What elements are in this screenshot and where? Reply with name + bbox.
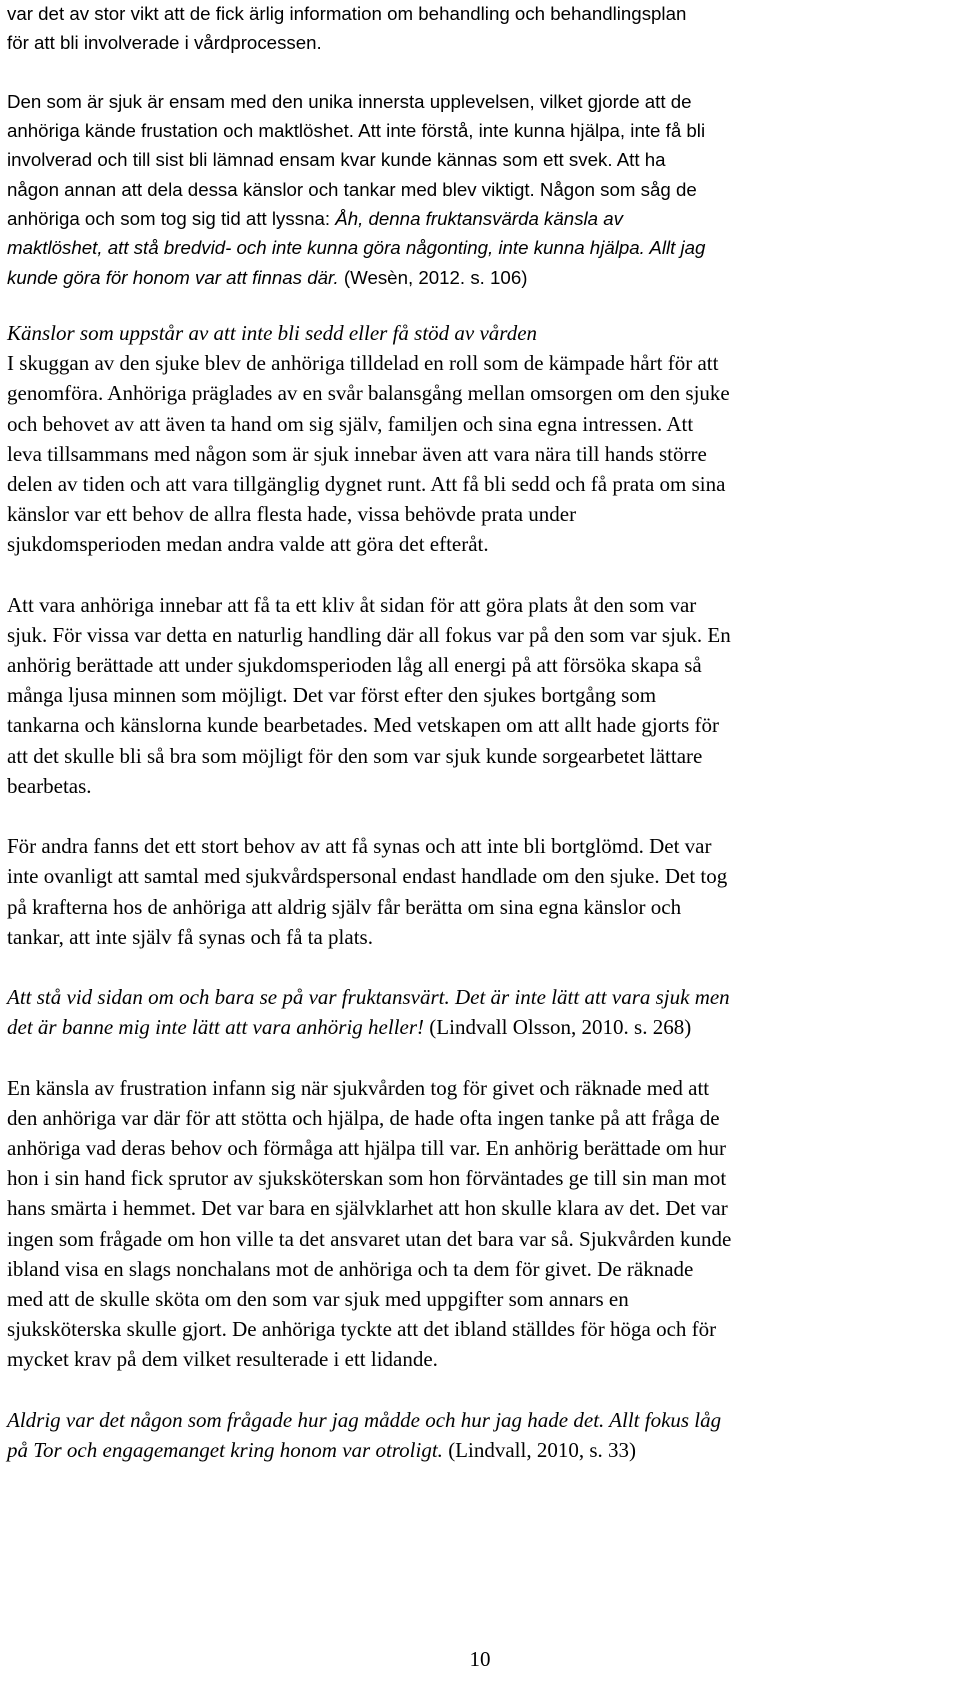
text-run: och behovet av att även ta hand om sig själv, familjen och sina egna intressen. Att xyxy=(7,411,694,436)
text-line xyxy=(7,175,955,204)
text-run: sjukdomsperioden medan andra valde att göra det efteråt. xyxy=(7,532,489,557)
text-run: för att bli involverade i vårdprocessen. xyxy=(7,32,322,54)
text-line xyxy=(7,1344,955,1374)
italic-text: Aldrig var det någon som frågade hur jag mådde och hur jag hade det. Allt fokus låg xyxy=(7,1407,722,1432)
text-line xyxy=(7,263,955,292)
opening-paragraphs xyxy=(7,0,955,292)
text-run: med att de skulle sköta om den som var sjuk med uppgifter som annars en xyxy=(7,1287,629,1311)
text-run: I skuggan av den sjuke blev de anhöriga tilldelad en roll som de kämpade hårt för att xyxy=(7,351,719,376)
italic-text: kunde göra för honom var att finnas där. xyxy=(7,266,339,288)
text-run: anhöriga vad deras behov och förmåga att hjälpa till var. En anhörig berättade om hur xyxy=(7,1136,726,1161)
blank-line xyxy=(7,1375,955,1405)
text-line xyxy=(7,116,955,145)
text-run: mycket krav på dem vilket resulterade i ett lidande. xyxy=(7,1347,438,1372)
text-line xyxy=(7,87,955,116)
text-run: tankarna och känslorna kunde bearbetades. Med vetskapen om att allt hade gjorts för xyxy=(7,713,720,738)
text-run: var det av stor vikt att de fick ärlig information om behandling och behandlingsplan xyxy=(7,3,687,24)
text-run: (Wesèn, 2012. s. 106) xyxy=(338,266,528,288)
text-line xyxy=(7,982,955,1012)
text-line xyxy=(7,1435,955,1465)
text-line xyxy=(7,1254,955,1284)
text-line xyxy=(7,1193,955,1223)
text-line xyxy=(7,650,955,680)
italic-text: Känslor som uppstår av att inte bli sedd eller få stöd av vården xyxy=(7,321,538,345)
text-line xyxy=(7,233,955,262)
text-line xyxy=(7,892,955,922)
text-line xyxy=(7,1133,955,1163)
text-line xyxy=(7,922,955,952)
text-line xyxy=(7,1012,955,1042)
text-run: För andra fanns det ett stort behov av att få synas och att inte bli bortglömd. Det var xyxy=(7,834,712,859)
text-run: genomföra. Anhöriga präglades av en svår balansgång mellan omsorgen om den sjuke xyxy=(7,381,730,406)
blank-line xyxy=(7,1043,955,1073)
text-run: involverad och till sist bli lämnad ensam kvar kunde kännas som ett svek. Att ha xyxy=(7,149,666,171)
text-run: En känsla av frustration infann sig när sjukvården tog för givet och räknade med att xyxy=(7,1075,710,1100)
text-line xyxy=(7,1314,955,1344)
text-line xyxy=(7,378,955,408)
text-run: hon i sin hand fick sprutor av sjuksköterskan som hon förväntades ge till sin man mot xyxy=(7,1166,727,1191)
text-line xyxy=(7,348,955,378)
text-line xyxy=(7,529,955,559)
text-line xyxy=(7,145,955,174)
blank-line xyxy=(7,952,955,982)
text-run: anhöriga kände frustation och maktlöshet. Att inte förstå, inte kunna hjälpa, inte få bli xyxy=(7,120,706,142)
italic-text: maktlöshet, att stå bredvid- och inte kunna göra någonting, inte kunna hjälpa. Allt jag xyxy=(7,237,706,259)
text-line xyxy=(7,409,955,439)
italic-text: det är banne mig inte lätt att vara anhörig heller! xyxy=(7,1015,425,1040)
text-line xyxy=(7,204,955,233)
text-run: tankar, att inte själv få synas och få ta plats. xyxy=(7,924,373,949)
text-run: känslor var ett behov de allra flesta hade, vissa behövde prata under xyxy=(7,502,577,527)
text-run: anhörig berättade att under sjukdomsperioden låg all energi på att försöka skapa så xyxy=(7,653,702,678)
text-line xyxy=(7,590,955,620)
text-run: ibland visa en slags nonchalans mot de anhöriga och ta dem för givet. De räknade xyxy=(7,1256,694,1281)
text-line xyxy=(7,1224,955,1254)
text-run: delen av tiden och att vara tillgänglig dygnet runt. Att få bli sedd och få prata om sina xyxy=(7,471,726,496)
text-run: att det skulle bli så bra som möjligt för den som var sjuk kunde sorgearbetet lättare xyxy=(7,743,703,768)
italic-text: Att stå vid sidan om och bara se på var fruktansvärt. Det är inte lätt att vara sjuk men xyxy=(7,985,730,1010)
text-line xyxy=(7,1073,955,1103)
text-run: inte ovanligt att samtal med sjukvårdspersonal endast handlade om den sjuke. Det tog xyxy=(7,864,728,889)
text-line xyxy=(7,710,955,740)
text-run: många ljusa minnen som möjligt. Det var först efter den sjukes bortgång som xyxy=(7,683,657,708)
text-line xyxy=(7,831,955,861)
text-line xyxy=(7,0,955,28)
text-line xyxy=(7,620,955,650)
text-line xyxy=(7,439,955,469)
text-line xyxy=(7,499,955,529)
text-line xyxy=(7,1405,955,1435)
text-run: hans smärta i hemmet. Det var bara en självklarhet att hon skulle klara av det. Det var xyxy=(7,1196,728,1221)
text-line xyxy=(7,28,955,57)
text-run: (Lindvall Olsson, 2010. s. 268) xyxy=(424,1015,692,1040)
text-run: Den som är sjuk är ensam med den unika innersta upplevelsen, vilket gjorde att de xyxy=(7,90,692,112)
blank-line xyxy=(7,560,955,590)
text-line xyxy=(7,469,955,499)
text-run: sjuk. För vissa var detta en naturlig handling där all fokus var på den som var sjuk. En xyxy=(7,622,731,647)
text-line xyxy=(7,318,955,348)
text-run: (Lindvall, 2010, s. 33) xyxy=(442,1437,636,1462)
text-line xyxy=(7,771,955,801)
text-line xyxy=(7,680,955,710)
text-run: leva tillsammans med någon som är sjuk innebar även att vara nära till hands större xyxy=(7,441,707,466)
text-run: anhöriga och som tog sig tid att lyssna: xyxy=(7,208,336,230)
text-line xyxy=(7,1163,955,1193)
text-line xyxy=(7,741,955,771)
italic-text: Åh, denna fruktansvärda känsla av xyxy=(335,208,624,230)
blank-line xyxy=(7,58,955,87)
text-line xyxy=(7,1284,955,1314)
body-text xyxy=(7,318,955,1465)
blank-line xyxy=(7,801,955,831)
text-run: någon annan att dela dessa känslor och tankar med blev viktigt. Någon som såg de xyxy=(7,178,697,200)
text-run: på krafterna hos de anhöriga att aldrig själv får berätta om sina egna känslor och xyxy=(7,894,682,919)
text-run: den anhöriga var där för att stötta och hjälpa, de hade ofta ingen tanke på att fråga de xyxy=(7,1105,720,1130)
page-number: 10 xyxy=(469,1647,491,1671)
italic-text: på Tor och engagemanget kring honom var otroligt. xyxy=(7,1437,443,1462)
text-line xyxy=(7,1103,955,1133)
text-run: sjuksköterska skulle gjort. De anhöriga tyckte att det ibland ställdes för höga och för xyxy=(7,1317,717,1342)
text-run: Att vara anhöriga innebar att få ta ett kliv åt sidan för att göra plats åt den som var xyxy=(7,592,697,617)
text-run: ingen som frågade om hon ville ta det ansvaret utan det bara var så. Sjukvården kunde xyxy=(7,1226,732,1251)
text-run: bearbetas. xyxy=(7,773,92,798)
text-line xyxy=(7,861,955,891)
